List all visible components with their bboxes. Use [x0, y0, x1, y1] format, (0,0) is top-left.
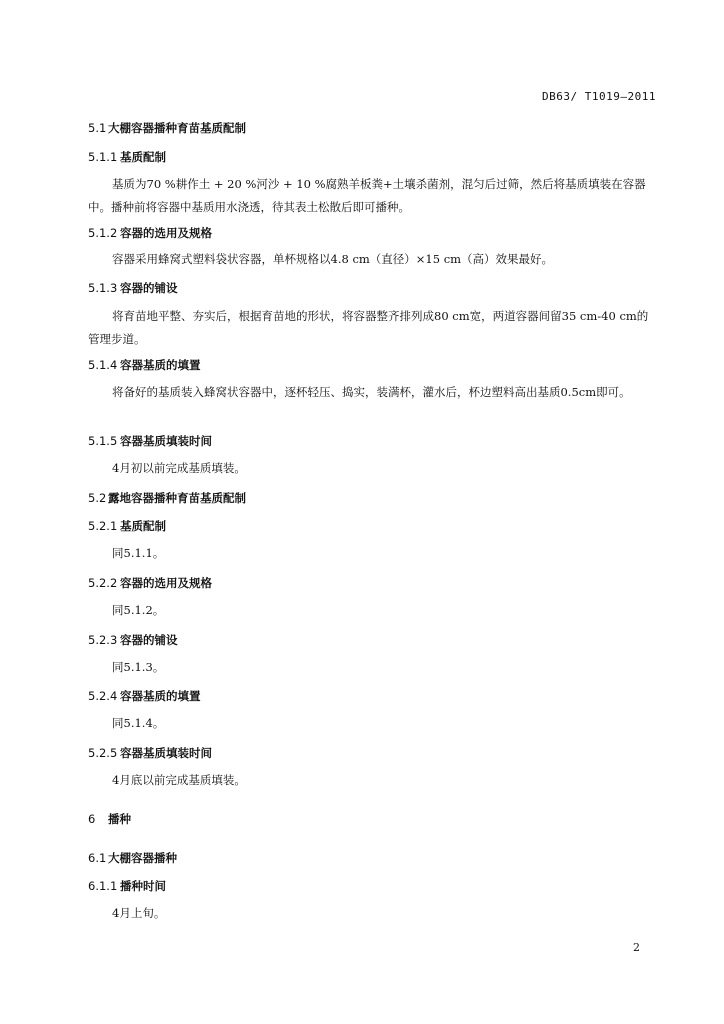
heading-5-2-5 [88, 745, 212, 761]
heading-5-1 [88, 120, 246, 136]
heading-5-2-4 [88, 688, 201, 704]
heading-number: 5.1.1 [88, 150, 118, 164]
paragraph: 将备好的基质装入蜂窝状容器中，逐杯轻压、捣实，装满杯，灌水后，杯边塑料高出基质0.5cm即可。 [112, 385, 631, 399]
heading-number: 5.1.5 [88, 434, 118, 448]
paragraph: 同5.1.3。 [112, 660, 165, 674]
paragraph: 4月上旬。 [112, 906, 166, 920]
heading-number: 5.2.1 [88, 519, 118, 533]
paragraph: 同5.1.2。 [112, 603, 165, 617]
heading-6-1 [88, 850, 177, 866]
heading-title: 基质配制 [120, 150, 166, 164]
heading-5-1-2 [88, 225, 212, 241]
heading-5-1-3 [88, 280, 178, 296]
heading-6-1-1 [88, 878, 166, 894]
paragraph: 4月初以前完成基质填装。 [112, 461, 246, 475]
heading-title: 基质配制 [120, 519, 166, 533]
heading-number: 5.2.5 [88, 746, 118, 760]
page-number: 2 [633, 941, 640, 954]
heading-title: 容器基质填装时间 [120, 746, 212, 760]
heading-title: 容器基质的填置 [120, 358, 201, 372]
heading-5-2-1 [88, 518, 166, 534]
heading-title: 容器的铺设 [120, 281, 178, 295]
heading-number: 6.1.1 [88, 879, 118, 893]
heading-number: 5.1 [88, 121, 107, 135]
document-code-header: DB63/ T1019—2011 [542, 90, 656, 103]
paragraph: 容器采用蜂窝式塑料袋状容器，单杯规格以4.8 cm（直径）×15 cm（高）效果最好。 [112, 252, 554, 266]
heading-5-2 [88, 490, 246, 506]
heading-number: 6.1 [88, 851, 107, 865]
heading-title: 大棚容器播种 [108, 851, 177, 865]
heading-5-1-5 [88, 433, 212, 449]
heading-title: 播种时间 [120, 879, 166, 893]
heading-5-1-4 [88, 357, 201, 373]
paragraph: 将育苗地平整、夯实后，根据育苗地的形状，将容器整齐排列成80 cm宽，两道容器间留35 cm-40 cm的管理步道。 [88, 309, 649, 346]
heading-5-2-2 [88, 575, 212, 591]
heading-title: 容器基质的填置 [120, 689, 201, 703]
paragraph: 同5.1.1。 [112, 546, 165, 560]
heading-number: 5.2.2 [88, 576, 118, 590]
heading-title: 播种 [108, 812, 131, 826]
heading-number: 5.2.4 [88, 689, 118, 703]
heading-number: 5.1.2 [88, 226, 118, 240]
heading-title: 容器的选用及规格 [120, 226, 212, 240]
heading-title: 容器的选用及规格 [120, 576, 212, 590]
heading-5-2-3 [88, 632, 178, 648]
heading-title: 露地容器播种育苗基质配制 [108, 491, 246, 505]
heading-title: 容器的铺设 [120, 633, 178, 647]
paragraph: 同5.1.4。 [112, 716, 165, 730]
heading-number: 6 [88, 812, 96, 826]
heading-number: 5.2.3 [88, 633, 118, 647]
heading-title: 大棚容器播种育苗基质配制 [108, 121, 246, 135]
heading-title: 容器基质填装时间 [120, 434, 212, 448]
paragraph: 基质为70 %耕作土 + 20 %河沙 + 10 %腐熟羊板粪+土壤杀菌剂，混匀后过筛，然后将基质填装在容器中。播种前将容器中基质用水浇透，待其表土松散后即可播种。 [88, 177, 646, 214]
heading-6 [88, 811, 131, 827]
paragraph: 4月底以前完成基质填装。 [112, 773, 246, 787]
heading-5-1-1 [88, 149, 166, 165]
heading-number: 5.1.4 [88, 358, 118, 372]
heading-number: 5.2 [88, 491, 107, 505]
heading-number: 5.1.3 [88, 281, 118, 295]
